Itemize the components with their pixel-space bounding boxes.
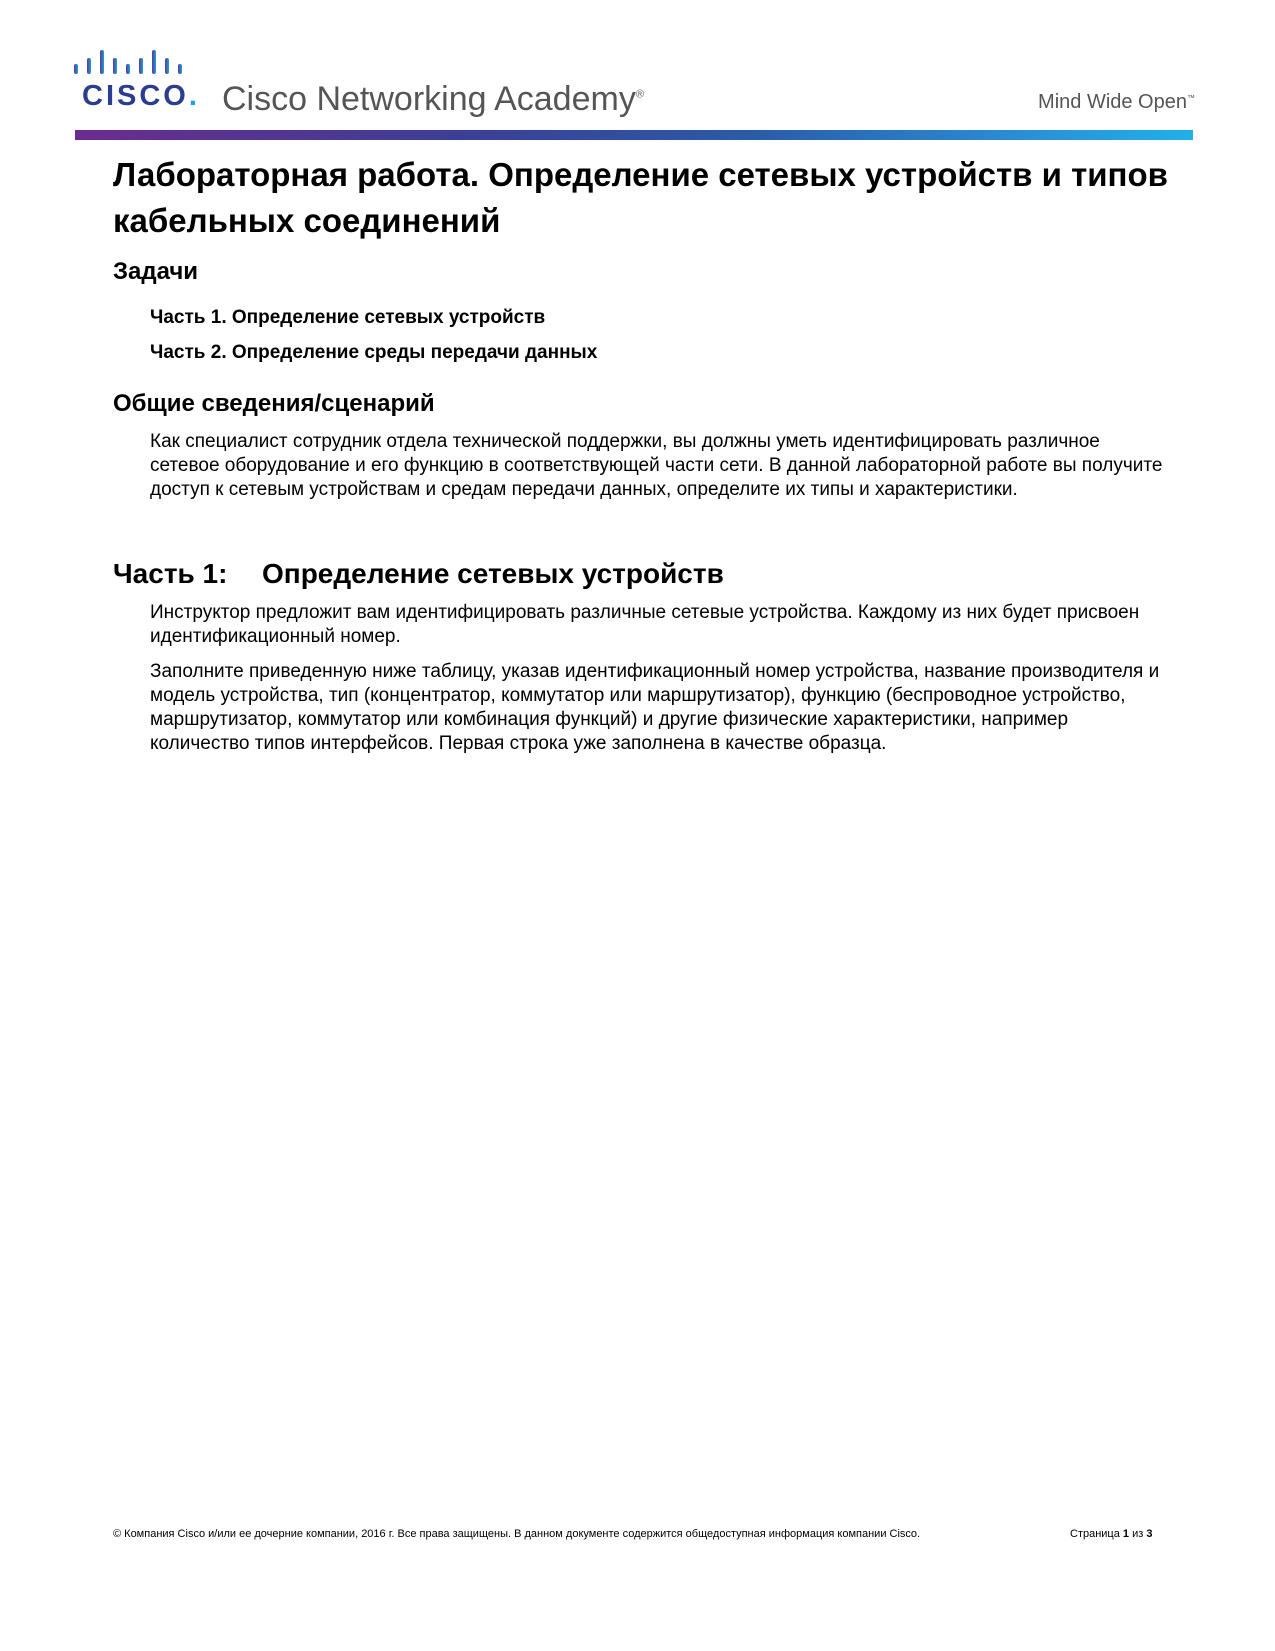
academy-title: Cisco Networking Academy®	[222, 80, 644, 118]
footer-page-number: Страница 1 из 3	[1070, 1528, 1153, 1540]
document-title: Лабораторная работа. Определение сетевых устройств и типов кабельных соединений	[113, 156, 1168, 239]
part1-title: Определение сетевых устройств	[262, 558, 724, 589]
cisco-bars-icon	[74, 48, 194, 82]
cisco-wordmark: CISCO.	[82, 80, 200, 112]
part1-number: Часть 1:	[113, 558, 228, 589]
part1-heading	[113, 558, 724, 590]
part1-paragraph-1: Инструктор предложит вам идентифицировать различные сетевые устройства. Каждому из них будет присвоен идентификационный номер.	[150, 602, 1140, 647]
footer-copyright: © Компания Cisco и/или ее дочерние компании, 2016 г. Все права защищены. В данном документе содержится общедоступная информация компании Cisco.	[113, 1528, 921, 1540]
background-heading: Общие сведения/сценарий	[113, 390, 435, 417]
cisco-logo	[74, 48, 200, 114]
objective-item: Часть 1. Определение сетевых устройств	[150, 307, 546, 328]
objectives-heading: Задачи	[113, 258, 199, 285]
objective-item: Часть 2. Определение среды передачи данных	[150, 342, 598, 363]
tagline: Mind Wide Open™	[1038, 91, 1195, 113]
header-gradient-rule	[75, 130, 1193, 140]
background-paragraph: Как специалист сотрудник отдела технической поддержки, вы должны уметь идентифицировать различное сетевое оборудование и его функцию в соответствующей части сети. В данной лабораторной работе вы получите доступ к сетевым устройствам и средам передачи данных, определите их типы и характеристики.	[150, 431, 1163, 500]
part1-paragraph-2: Заполните приведенную ниже таблицу, указав идентификационный номер устройства, название производителя и модель устройства, тип (концентратор, коммутатор или маршрутизатор), функцию (беспроводное устройство, маршрутизатор, коммутатор или комбинация функций) и другие физические характеристики, например количество типов интерфейсов. Первая строка уже заполнена в качестве образца.	[150, 661, 1160, 754]
